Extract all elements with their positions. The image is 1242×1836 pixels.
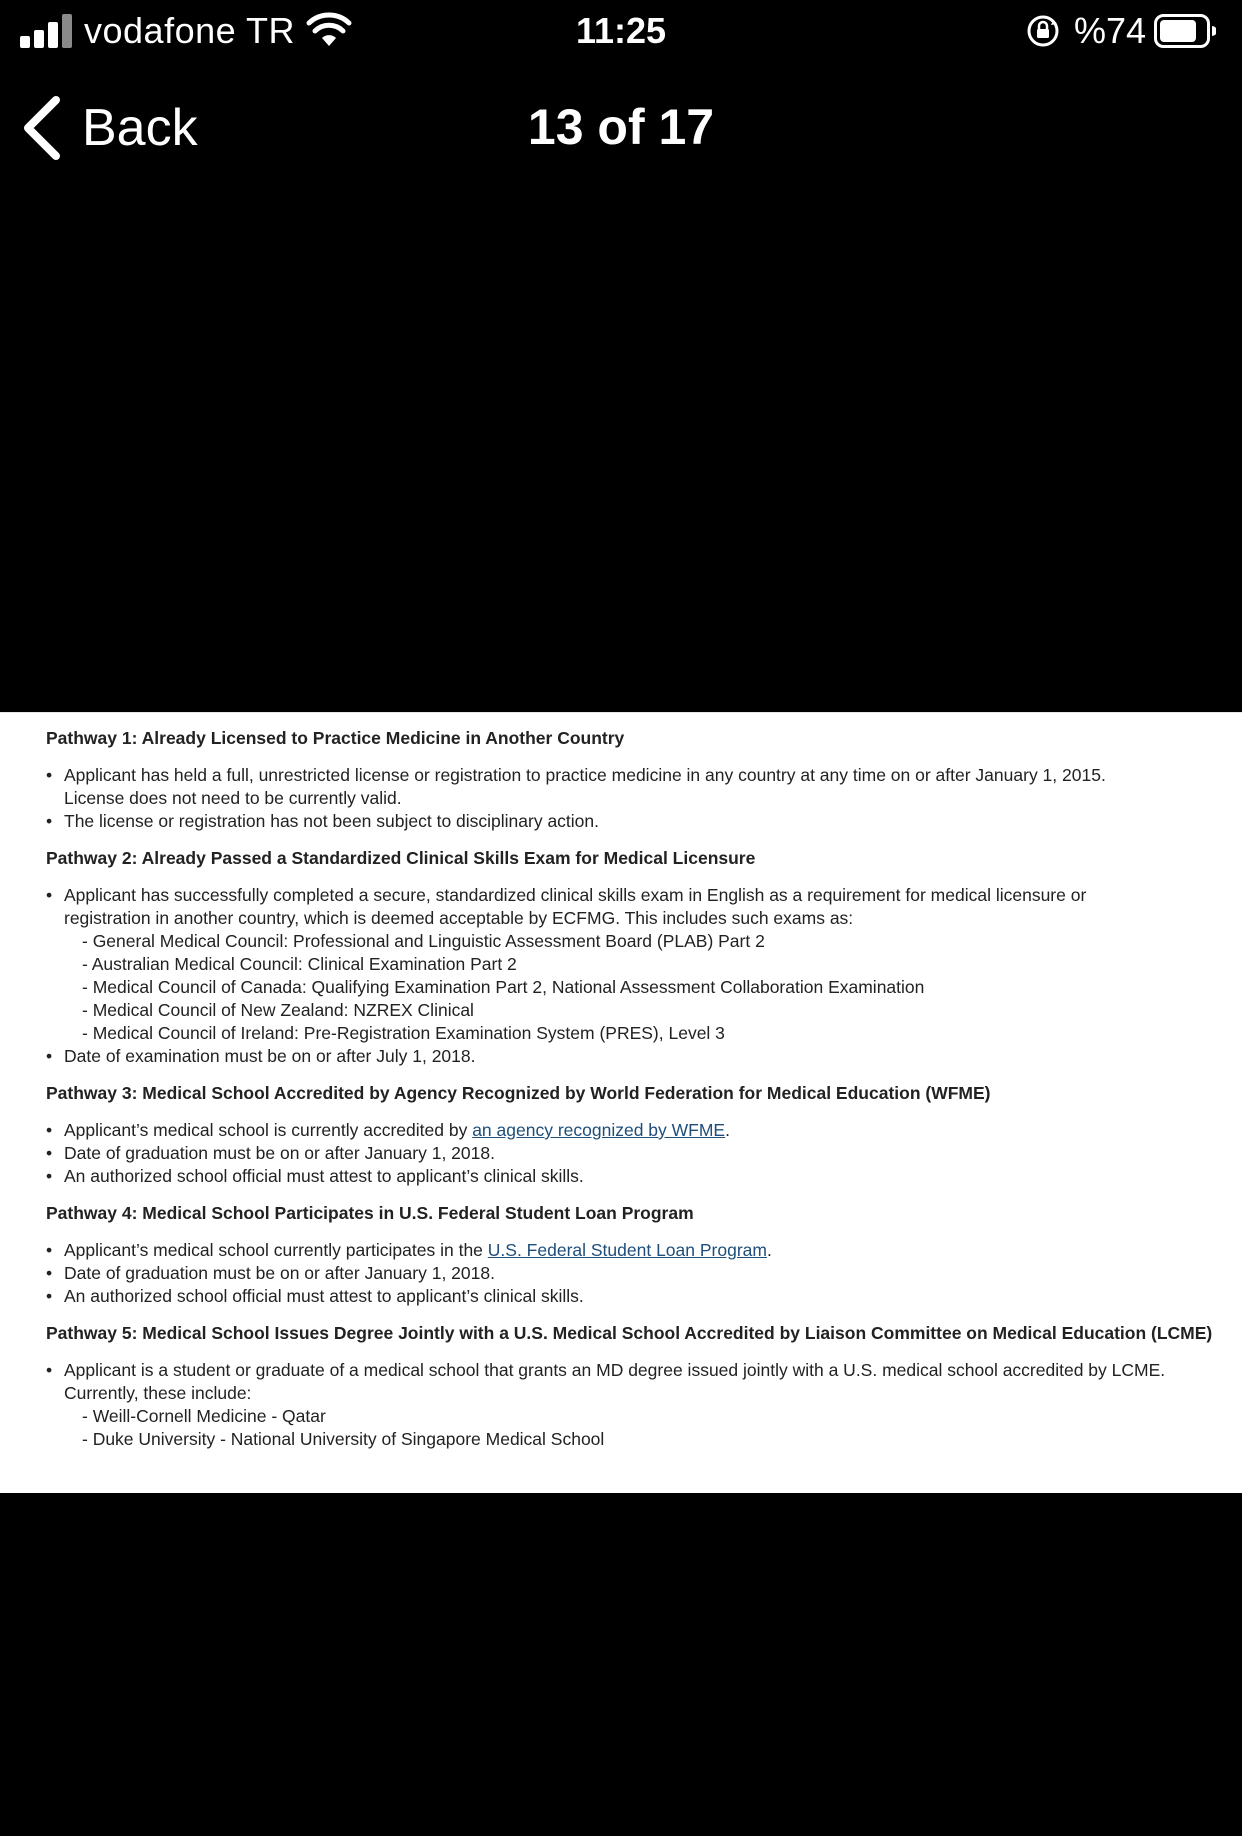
document-image[interactable] [0, 712, 1242, 1493]
exam-item: - Australian Medical Council: Clinical Examination Part 2 [82, 954, 517, 974]
status-bar [0, 0, 1242, 64]
list-item: • An authorized school official must attest to applicant’s clinical skills. [46, 1285, 1222, 1308]
exam-item: - General Medical Council: Professional and Linguistic Assessment Board (PLAB) Part 2 [82, 931, 765, 951]
battery-percentage: %74 [1074, 10, 1147, 51]
list-item [46, 1359, 1222, 1451]
bullet-text: Applicant has successfully completed a secure, standardized clinical skills exam in English as a requirement for medical licensure or [64, 885, 1087, 905]
exam-item: - Medical Council of Ireland: Pre-Registration Examination System (PRES), Level 3 [82, 1023, 725, 1043]
page-counter: 13 of 17 [527, 99, 715, 155]
pathway-1-heading: Pathway 1: Already Licensed to Practice Medicine in Another Country [46, 728, 625, 748]
navigation-bar [0, 80, 1242, 170]
pathway-1-section [46, 727, 1222, 833]
pathway-2-heading: Pathway 2: Already Passed a Standardized Clinical Skills Exam for Medical Licensure [46, 848, 756, 868]
list-item [46, 1239, 1222, 1262]
federal-loan-program-link[interactable]: U.S. Federal Student Loan Program [487, 1240, 767, 1260]
bullet-text: Applicant’s medical school is currently accredited by [64, 1120, 473, 1140]
pathway-4-section [46, 1202, 1222, 1308]
bullet-text: . [725, 1120, 730, 1140]
orientation-lock-icon [1026, 14, 1060, 48]
carrier-name: vodafone TR [84, 10, 295, 51]
list-item: • Date of graduation must be on or after January 1, 2018. [46, 1142, 1222, 1165]
back-label: Back [82, 99, 198, 157]
list-item [46, 764, 1222, 810]
exam-item: - Medical Council of New Zealand: NZREX Clinical [82, 1000, 474, 1020]
exam-item: - Medical Council of Canada: Qualifying Examination Part 2, National Assessment Collaboration Examination [82, 977, 925, 997]
pathway-5-heading: Pathway 5: Medical School Issues Degree Jointly with a U.S. Medical School Accredited by Liaison Committee on Medical Education (LCME) [46, 1323, 1213, 1343]
pathway-5-section [46, 1322, 1222, 1451]
list-item: • Date of examination must be on or after July 1, 2018. [46, 1045, 1222, 1068]
bullet-text: Applicant has held a full, unrestricted license or registration to practice medicine in any country at any time on or after January 1, 2015. [64, 765, 1106, 785]
list-item: • The license or registration has not been subject to disciplinary action. [46, 810, 1222, 833]
bullet-text: License does not need to be currently valid. [64, 788, 402, 808]
school-item: - Duke University - National University of Singapore Medical School [82, 1429, 605, 1449]
pathway-4-heading: Pathway 4: Medical School Participates in U.S. Federal Student Loan Program [46, 1203, 694, 1223]
wfme-agency-link[interactable]: an agency recognized by WFME [472, 1120, 726, 1140]
bullet-text: Applicant is a student or graduate of a medical school that grants an MD degree issued jointly with a U.S. medical school accredited by LCME. [64, 1360, 1166, 1380]
list-item: • An authorized school official must attest to applicant’s clinical skills. [46, 1165, 1222, 1188]
list-item [46, 884, 1222, 1045]
status-time: 11:25 [575, 10, 667, 51]
bullet-text: Applicant’s medical school currently participates in the [64, 1240, 488, 1260]
list-item: • Date of graduation must be on or after January 1, 2018. [46, 1262, 1222, 1285]
bullet-text: registration in another country, which is deemed acceptable by ECFMG. This includes such exams as: [64, 908, 854, 928]
bullet-text: . [766, 1240, 772, 1260]
school-item: - Weill-Cornell Medicine - Qatar [82, 1406, 326, 1426]
pathway-2-section [46, 847, 1222, 1068]
pathway-3-heading: Pathway 3: Medical School Accredited by Agency Recognized by World Federation for Medical Education (WFME) [46, 1083, 991, 1103]
battery-icon [1154, 14, 1216, 48]
list-item [46, 1119, 1222, 1142]
pathway-3-section [46, 1082, 1222, 1188]
bullet-text: Currently, these include: [64, 1383, 252, 1403]
